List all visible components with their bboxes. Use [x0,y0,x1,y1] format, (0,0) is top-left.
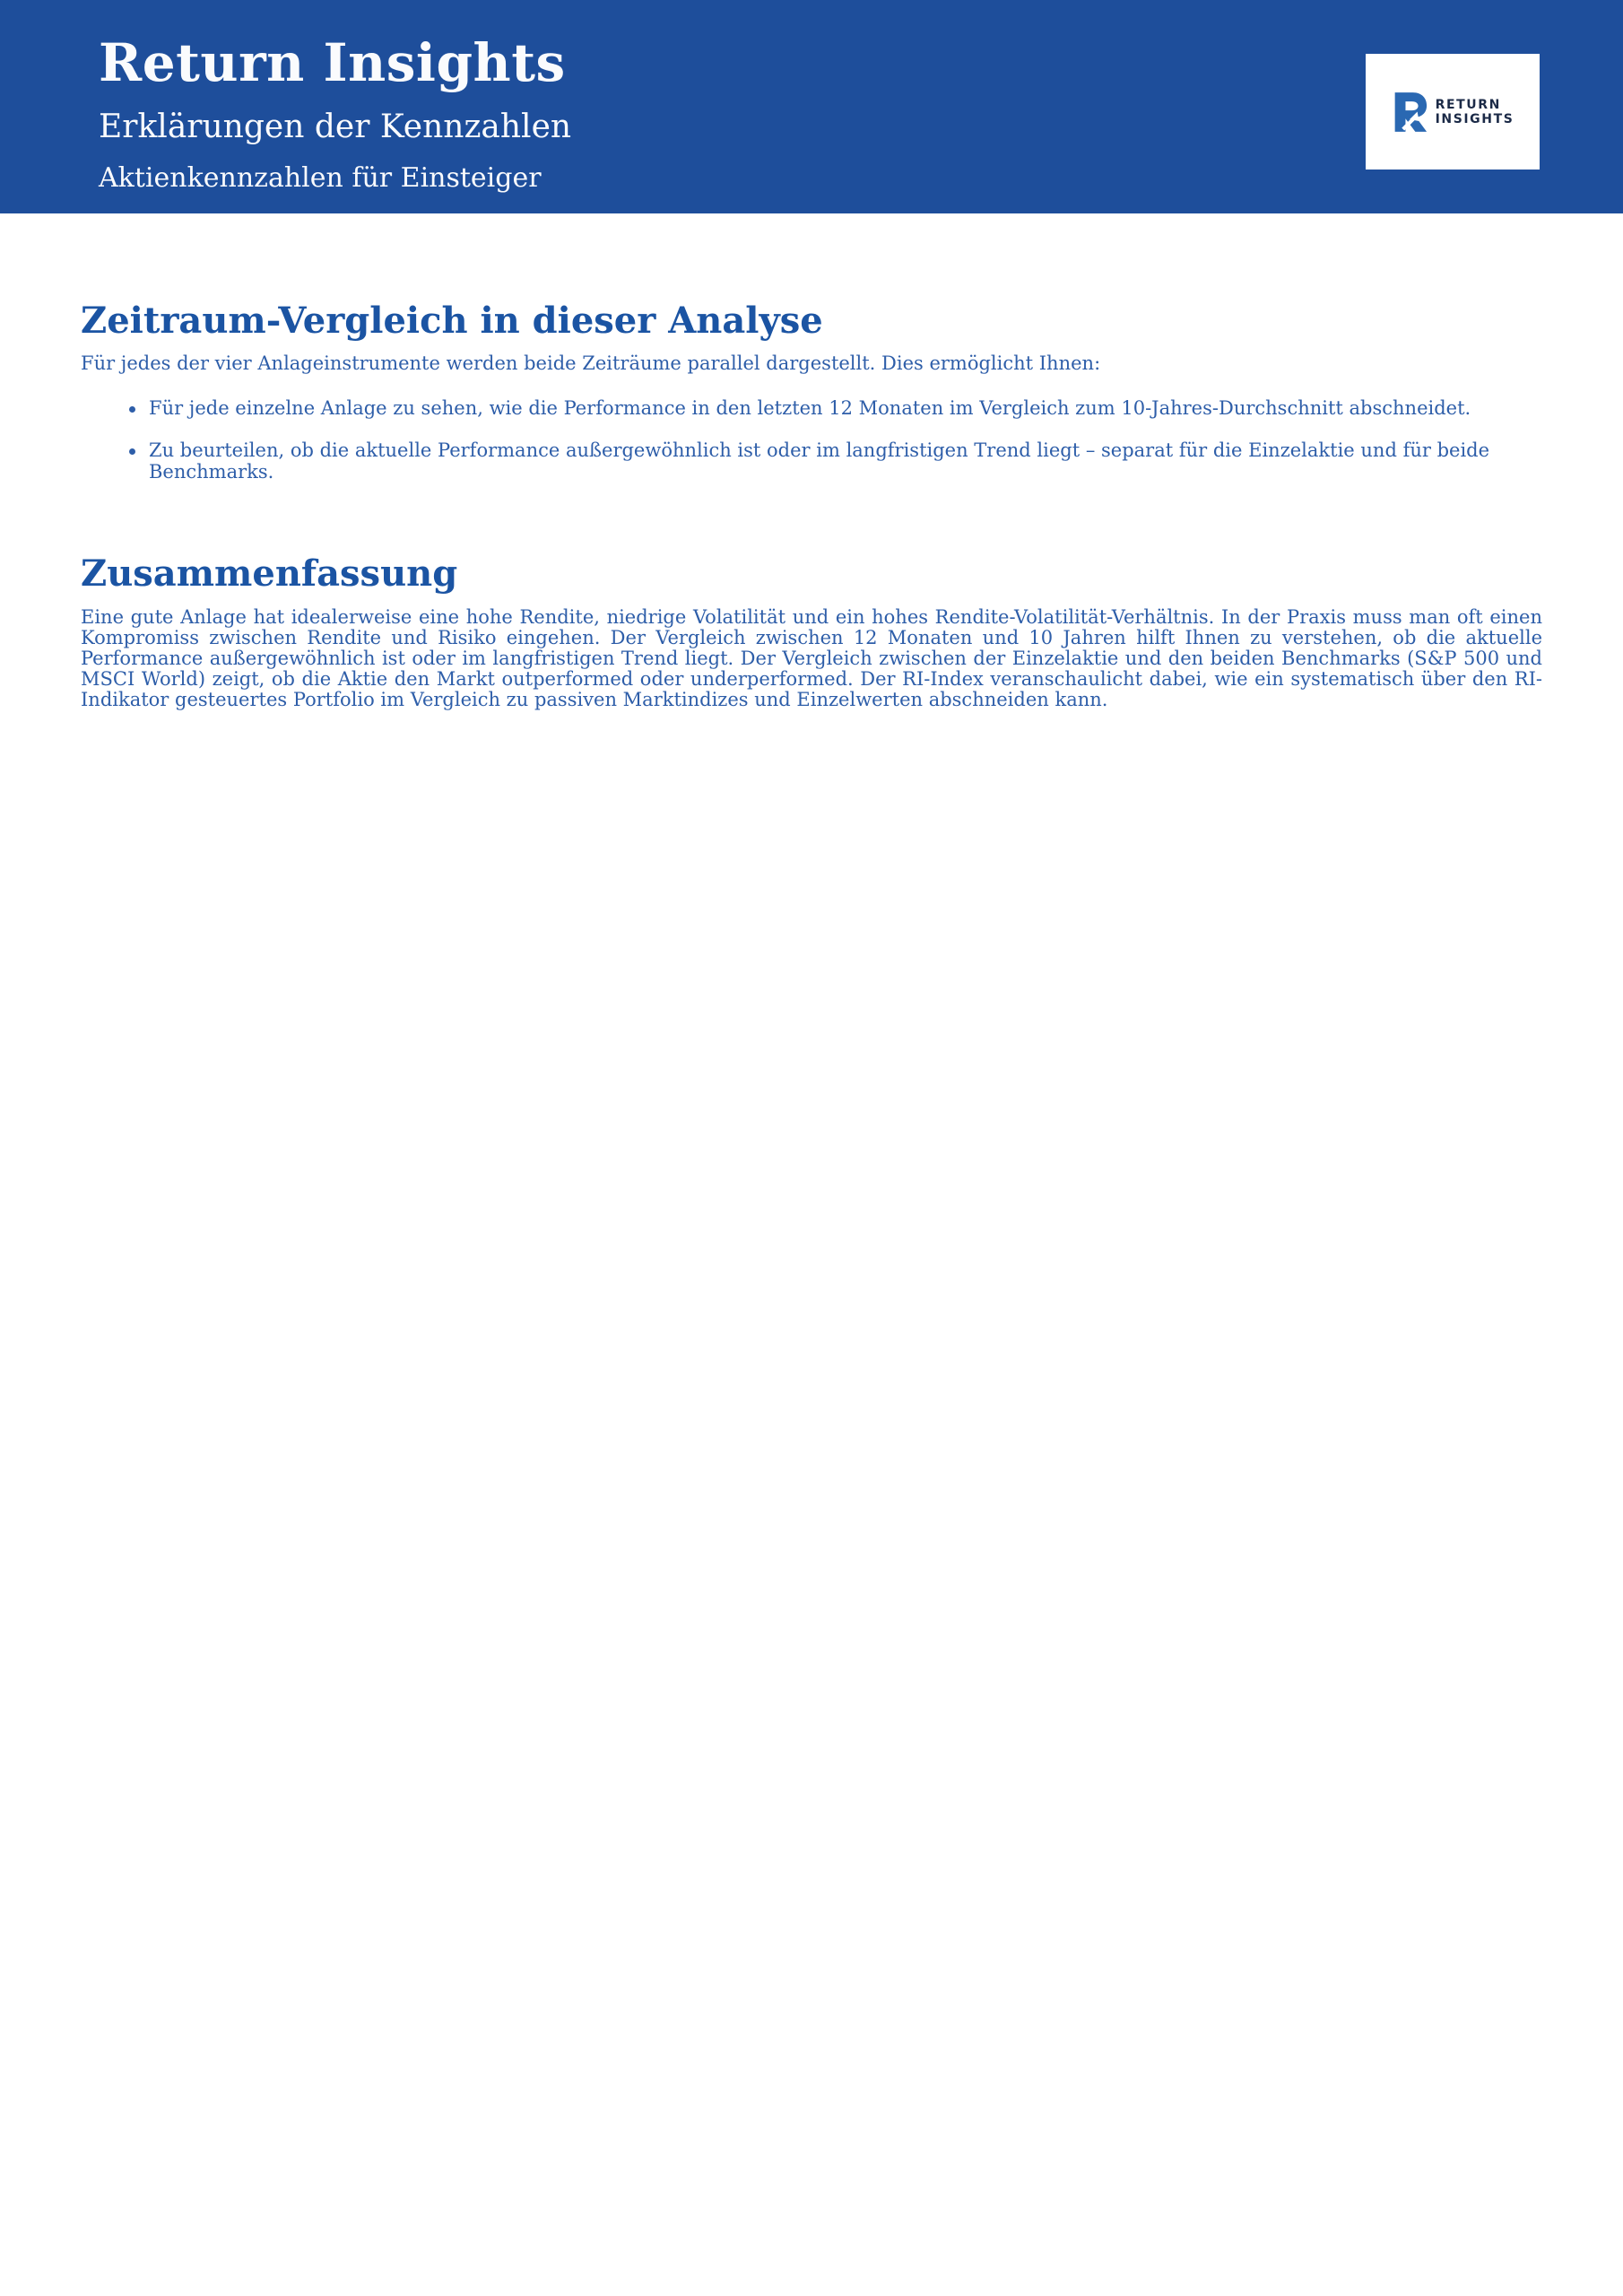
list-item [149,398,1542,420]
summary-paragraph: Eine gute Anlage hat idealerweise eine hohe Rendite, niedrige Volatilität und ein hohes Rendite-Volatilität-Verhältnis. In der Praxis muss man oft einen Kompromiss zwischen Rendite und Risiko eingehen. Der Vergleich zwischen 12 Monaten und 10 Jahren hilft Ihnen zu verstehen, ob die aktuelle Performance außergewöhnlich ist oder im langfristigen Trend liegt. Der Vergleich zwischen der Einzelaktie und den beiden Benchmarks (S&P 500 und MSCI World) zeigt, ob die Aktie den Markt outperformed oder underperformed. Der RI-Index veranschaulicht dabei, wie ein systematisch über den RI-Indikator gesteuertes Portfolio im Vergleich zu passiven Marktindizes und Einzelwerten abschneiden kann. [81,606,1542,710]
bullet-dot-icon [129,406,135,413]
logo-wordmark [1436,98,1515,126]
page-tagline: Aktienkennzahlen für Einsteiger [99,161,542,194]
logo-word-return: RETURN [1435,97,1501,112]
bullet-dot-icon [129,448,135,455]
list-item-text: Für jede einzelne Anlage zu sehen, wie die Performance in den letzten 12 Monaten im Vergleich zum 10-Jahres-Durchschnitt abschneidet. [149,396,1471,419]
intro-paragraph: Für jedes der vier Anlageinstrumente werden beide Zeiträume parallel dargestellt. Dies ermöglicht Ihnen: [81,352,1101,374]
header-banner [0,0,1623,213]
page-subtitle: Erklärungen der Kennzahlen [99,108,572,145]
document-content [0,213,1623,709]
logo-word-insights: INSIGHTS [1435,111,1515,126]
bullet-list [81,398,1542,483]
page-title: Return Insights [99,32,566,93]
logo-card [1366,54,1540,170]
section-heading-zusammenfassung: Zusammenfassung [81,552,458,596]
list-item-text: Zu beurteilen, ob die aktuelle Performance außergewöhnlich ist oder im langfristigen Trend liegt – separat für die Einzelaktie und für beide Benchmarks. [149,439,1490,483]
return-insights-logo-icon [1392,91,1428,133]
list-item [149,440,1542,483]
section-heading-zeitraum-vergleich: Zeitraum-Vergleich in dieser Analyse [81,300,823,342]
